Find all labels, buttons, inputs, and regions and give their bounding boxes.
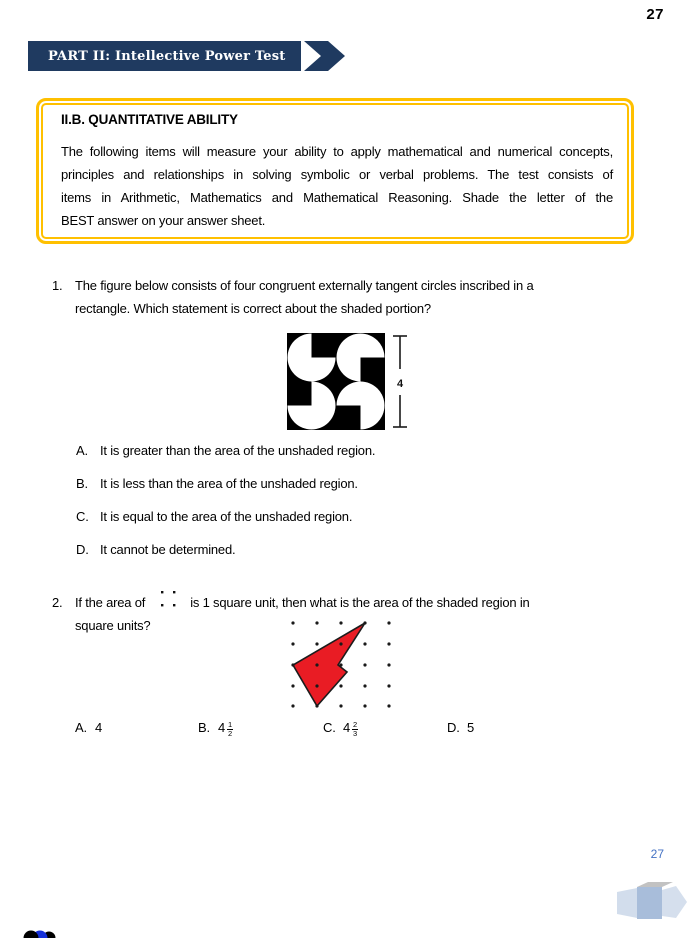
question-1-line: [52, 274, 533, 297]
fraction: [352, 721, 358, 739]
section-title: II.B. QUANTITATIVE ABILITY: [61, 112, 238, 127]
fraction-numerator: 1: [228, 719, 233, 729]
option-letter: C.: [76, 509, 89, 524]
option-value: 4: [95, 720, 103, 735]
question-2-text: is 1 square unit, then what is the area of the shaded region in: [190, 595, 530, 610]
option-text: It is equal to the area of the unshaded region.: [100, 509, 353, 524]
question-1: [52, 274, 533, 320]
option-text: It cannot be determined.: [100, 542, 236, 557]
quantitative-ability-box: [36, 98, 634, 244]
option-letter: D.: [76, 542, 89, 557]
section-body-line: The following items will measure your ability to apply mathematical and numerical concepts,: [61, 144, 613, 159]
answer-c: [323, 720, 358, 738]
option-c: [76, 507, 375, 540]
geoboard-shaded-polygon-figure: [288, 618, 398, 712]
part-banner-label: PART II: Intellective Power Test: [48, 48, 286, 64]
option-value: 5: [467, 720, 475, 735]
question-2-text: square units?: [75, 618, 151, 633]
option-letter: A.: [76, 443, 88, 458]
option-text: It is less than the area of the unshaded region.: [100, 476, 358, 491]
fraction: [227, 721, 233, 739]
page-number-bottom: 27: [650, 847, 664, 861]
part-banner-rect: [28, 41, 301, 71]
question-2-line: [52, 591, 530, 614]
question-1-options: [76, 441, 375, 573]
decorative-3d-arrow-icon: [614, 878, 688, 926]
option-whole: 4: [218, 720, 226, 735]
section-body-line: BEST answer on your answer sheet.: [61, 213, 266, 228]
answer-d: [447, 720, 474, 735]
question-2-number: 2.: [52, 595, 63, 610]
circles-in-rectangle-figure: [287, 333, 417, 433]
option-letter: D.: [447, 720, 460, 735]
fraction-denominator: 3: [353, 729, 358, 738]
chevron-right-icon: [304, 41, 346, 71]
logo-circles-icon: [23, 929, 59, 938]
option-letter: B.: [76, 476, 88, 491]
answer-b: [198, 720, 233, 738]
question-1-text: The figure below consists of four congruent externally tangent circles inscribed in a: [75, 278, 534, 293]
option-letter: C.: [323, 720, 336, 735]
page-number-top: 27: [646, 6, 664, 23]
fraction-numerator: 2: [353, 719, 358, 729]
clipped-logo: [23, 929, 59, 938]
section-body-line: principles and relationships in solving symbolic or verbal problems. The test consists of: [61, 167, 613, 182]
question-2-text: If the area of: [75, 595, 146, 610]
part-banner: [28, 41, 346, 71]
fraction-denominator: 2: [228, 729, 233, 738]
option-a: [76, 441, 375, 474]
option-letter: A.: [75, 720, 87, 735]
section-body-line: items in Arithmetic, Mathematics and Mathematical Reasoning. Shade the letter of the: [61, 190, 613, 205]
dimension-label: 4: [396, 378, 404, 390]
question-1-number: 1.: [52, 278, 63, 293]
option-letter: B.: [198, 720, 210, 735]
option-b: [76, 474, 375, 507]
answer-a: [75, 720, 102, 735]
option-text: It is greater than the area of the unshaded region.: [100, 443, 376, 458]
question-1-text: rectangle. Which statement is correct about the shaded portion?: [75, 301, 431, 316]
dot-grid-unit-square-icon: [159, 588, 177, 608]
option-whole: 4: [343, 720, 351, 735]
option-d: [76, 540, 375, 573]
